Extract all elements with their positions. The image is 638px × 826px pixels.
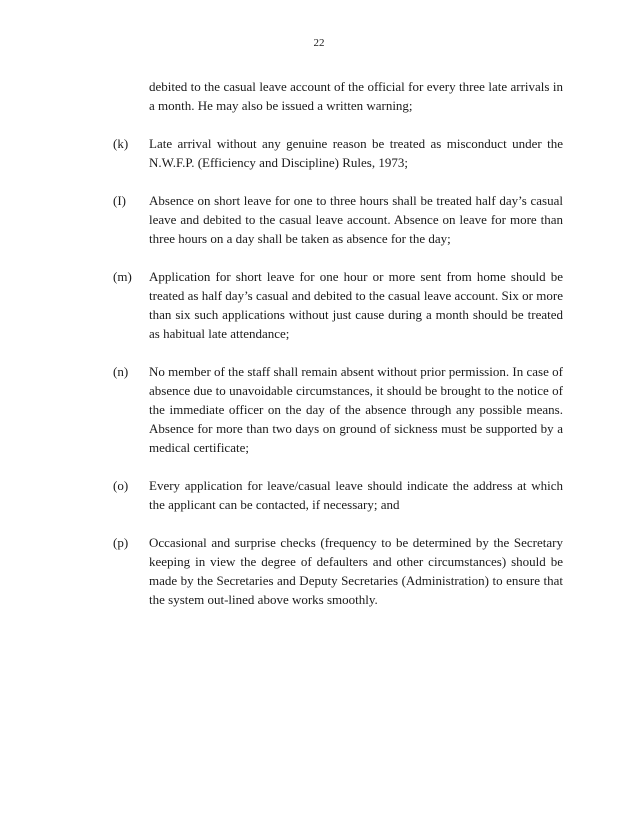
item-label: (o) bbox=[113, 478, 129, 493]
item-text: Late arrival without any genuine reason be treated as misconduct under the N.W.F.P. (Efficiency and Discipline) Rules, 1973; bbox=[149, 136, 563, 170]
item-text: Absence on short leave for one to three hours shall be treated half day’s casual leave and debited to the casual leave account. Absence on leave for more than three hours on a day shall be taken as absence for the day; bbox=[149, 193, 563, 246]
list-item-o bbox=[113, 476, 563, 514]
item-text: No member of the staff shall remain absent without prior permission. In case of absence due to unavoidable circumstances, it should be brought to the notice of the immediate officer on the day of the absence through any possible means. Absence for more than two days on ground of sickness must be supported by a medical certificate; bbox=[149, 364, 563, 455]
item-label: (m) bbox=[113, 269, 132, 284]
intro-paragraph: debited to the casual leave account of the official for every three late arrivals in a month. He may also be issued a written warning; bbox=[149, 79, 563, 113]
item-text: Application for short leave for one hour or more sent from home should be treated as half day’s casual and debited to the casual leave account. Six or more than six such applications without just cause during a month should be treated as habitual late attendance; bbox=[149, 269, 563, 341]
list-item-n bbox=[113, 362, 563, 457]
list-item-k bbox=[113, 134, 563, 172]
item-label: (n) bbox=[113, 364, 129, 379]
item-text: Occasional and surprise checks (frequency to be determined by the Secretary keeping in view the degree of defaulters and other circumstances) should be made by the Secretaries and Deputy Secretaries (Administration) to ensure that the system out-lined above works smoothly. bbox=[149, 535, 563, 607]
list-item-m bbox=[113, 267, 563, 343]
list-item-l bbox=[113, 191, 563, 248]
item-label: (I) bbox=[113, 193, 126, 208]
document-body bbox=[113, 77, 563, 628]
list-item-p bbox=[113, 533, 563, 609]
item-label: (k) bbox=[113, 136, 129, 151]
item-label: (p) bbox=[113, 535, 129, 550]
page-number: 22 bbox=[313, 37, 325, 49]
item-text: Every application for leave/casual leave should indicate the address at which the applicant can be contacted, if necessary; and bbox=[149, 478, 563, 512]
